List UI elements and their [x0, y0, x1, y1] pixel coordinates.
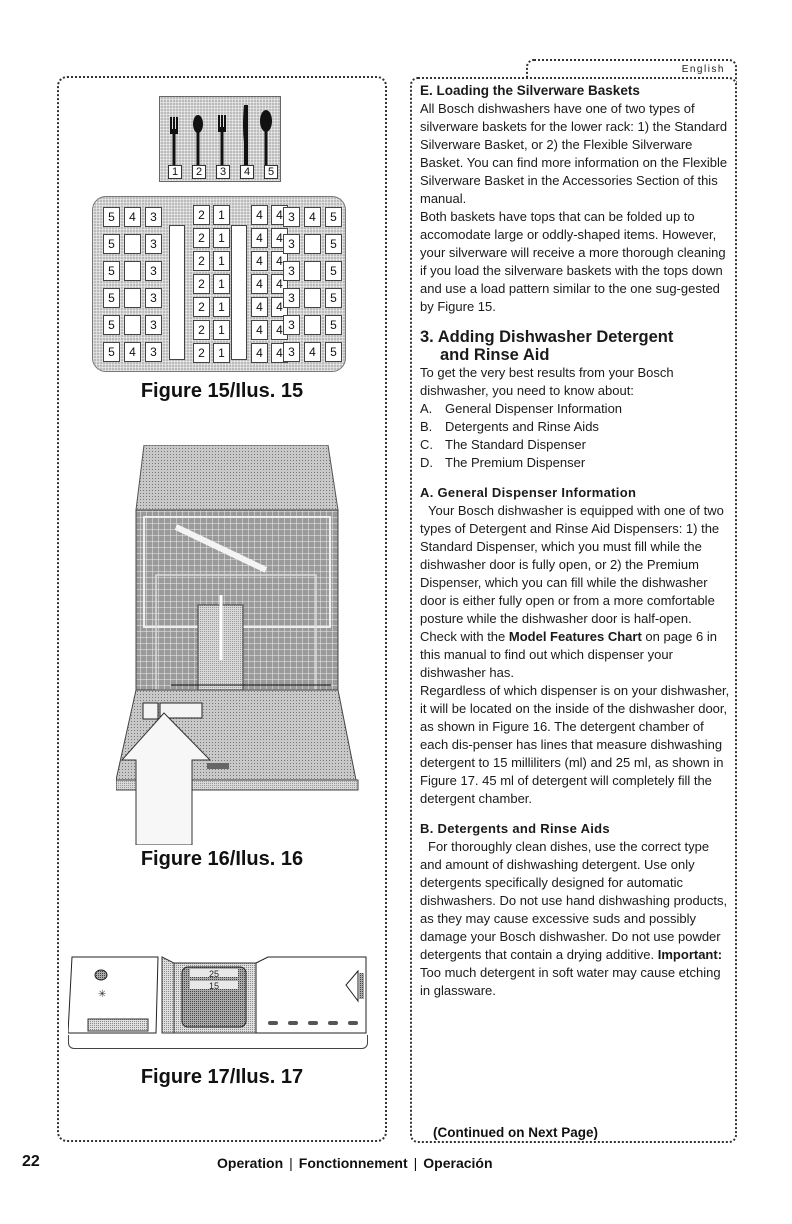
- basket-cell: 5: [103, 234, 120, 254]
- section-3-heading: [420, 328, 732, 364]
- utensil-number: 3: [216, 165, 230, 179]
- list-key: B.: [420, 419, 433, 434]
- basket-cell: 3: [283, 207, 300, 227]
- utensil-number: 2: [192, 165, 206, 179]
- topic-list: [420, 400, 732, 472]
- basket-cell: 4: [304, 207, 321, 227]
- footer-french: Fonctionnement: [298, 1155, 408, 1171]
- basket-divider: [231, 225, 247, 360]
- dishwasher-illustration: [116, 445, 361, 845]
- basket-cell: 4: [304, 342, 321, 362]
- silverware-basket-diagram: [92, 196, 346, 372]
- section-a-para1: [420, 502, 732, 682]
- basket-cell: 3: [283, 261, 300, 281]
- list-text: The Standard Dispenser: [445, 437, 586, 452]
- basket-cell: 1: [213, 274, 230, 294]
- basket-cell: 5: [325, 288, 342, 308]
- basket-cell: 3: [283, 288, 300, 308]
- main-content: [420, 82, 732, 1000]
- figure-15-caption: Figure 15/Ilus. 15: [140, 380, 304, 402]
- basket-cell: 1: [213, 205, 230, 225]
- text-run: on page 6 in this manual to find out which dispenser your dishwasher has.: [420, 629, 717, 680]
- basket-cell: 3: [283, 234, 300, 254]
- basket-cell: 4: [271, 343, 288, 363]
- basket-cell: 1: [213, 297, 230, 317]
- list-item: [420, 418, 732, 436]
- basket-cell: 4: [251, 228, 268, 248]
- basket-divider: [169, 225, 185, 360]
- basket-cell: 2: [193, 274, 210, 294]
- basket-cell: [124, 234, 141, 254]
- utensil-number-row: [168, 165, 278, 179]
- basket-cell: 3: [145, 234, 162, 254]
- basket-cell: 3: [283, 342, 300, 362]
- basket-cell: [304, 261, 321, 281]
- section-3-heading-line1: 3. Adding Dishwasher Detergent: [420, 328, 674, 346]
- basket-cell: 4: [251, 251, 268, 271]
- list-key: C.: [420, 437, 433, 452]
- important-label: Important:: [657, 947, 723, 962]
- footer-english: Operation: [217, 1155, 284, 1171]
- fork-icon: [170, 117, 178, 165]
- basket-cell: 4: [271, 228, 288, 248]
- list-key: D.: [420, 455, 433, 470]
- basket-cell: 4: [124, 207, 141, 227]
- detergent-dispenser-figure: [68, 955, 368, 1035]
- utensil-number: 4: [240, 165, 254, 179]
- basket-cell: 4: [251, 274, 268, 294]
- section-a-para2: Regardless of which dispenser is on your dishwasher, it will be located on the inside of the dishwasher door, as shown in Figure 16. The detergent chamber of each dis-penser has lines that measure dishwashing detergent to 15 milliliters (ml) and 25 ml, as shown in Figure 17. 45 ml of detergent will completely fill the detergent chamber.: [420, 683, 730, 806]
- language-label: English: [681, 64, 725, 75]
- section-e-heading: E. Loading the Silverware Baskets: [420, 83, 640, 98]
- basket-cell: 5: [103, 342, 120, 362]
- utensil-legend-figure: [159, 96, 281, 182]
- list-text: General Dispenser Information: [445, 401, 623, 416]
- section-b-para: [420, 838, 732, 1000]
- list-text: Detergents and Rinse Aids: [445, 419, 599, 434]
- section-e-para2: Both baskets have tops that can be folded up to accomodate large or oddly-shaped items. However, your silverware will receive a more thorough cleaning if you load the silverware baskets with the tops down and use a load pattern similar to the one sug-gested by Figure 15.: [420, 209, 726, 314]
- basket-cell: 1: [213, 343, 230, 363]
- utensil-number: 5: [264, 165, 278, 179]
- basket-cell: 5: [325, 261, 342, 281]
- basket-cell: 3: [145, 288, 162, 308]
- basket-cell: 5: [103, 288, 120, 308]
- basket-cell: 2: [193, 297, 210, 317]
- figure-16-caption: Figure 16/Ilus. 16: [140, 848, 304, 870]
- basket-cell: 5: [103, 261, 120, 281]
- text-run: For thoroughly clean dishes, use the correct type and amount of dishwashing detergent. Use only detergents specifically designed for automatic dishwashers. Do not use hand dishwashing products, as they may cause excessive suds and possibly damage your Bosch dishwasher. Do not use powder detergents that contain a drying additive.: [420, 839, 728, 962]
- basket-cell: 1: [213, 228, 230, 248]
- basket-cell: 4: [251, 320, 268, 340]
- list-item: [420, 454, 732, 472]
- basket-cell: 1: [213, 251, 230, 271]
- utensil-number: 1: [168, 165, 182, 179]
- footer-separator: |: [413, 1155, 418, 1171]
- list-item: [420, 400, 732, 418]
- basket-cell: [304, 288, 321, 308]
- basket-grid: [99, 203, 339, 365]
- text-run: Too much detergent in soft water may cause etching in glassware.: [420, 965, 721, 998]
- footer-section-title: [217, 1155, 493, 1171]
- section-e-para1: All Bosch dishwashers have one of two types of silverware baskets for the lower rack: 1) the Standard Silverware Basket, or 2) the Flexible Silverware Basket. You can find more information on the Flexible Silverware Basket in the Accessories Section of this manual.: [420, 101, 728, 206]
- basket-cell: 1: [213, 320, 230, 340]
- basket-cell: 2: [193, 343, 210, 363]
- basket-cell: 4: [251, 343, 268, 363]
- basket-cell: 4: [271, 320, 288, 340]
- basket-cell: 2: [193, 251, 210, 271]
- basket-cell: 5: [325, 207, 342, 227]
- text-run: Your Bosch dishwasher is equipped with one of two types of Detergent and Rinse Aid Dispensers: 1) the Standard Dispenser, which you must fill while the dishwasher door is fully open, or 2) the Premium Dispenser, which you can fill while the dishwasher door is either fully open or from a more comfortable posture while the dishwasher door is half-open. Check with the: [420, 503, 724, 644]
- basket-cell: 5: [103, 207, 120, 227]
- section-3-heading-line2: and Rinse Aid: [440, 346, 550, 364]
- basket-cell: 5: [103, 315, 120, 335]
- dispenser-mark-15: 15: [208, 981, 220, 991]
- basket-cell: [124, 261, 141, 281]
- knife-icon: [243, 105, 248, 165]
- section-b-heading: B. Detergents and Rinse Aids: [420, 821, 610, 836]
- basket-cell: 2: [193, 205, 210, 225]
- dispenser-base: [68, 1035, 368, 1049]
- sun-icon: ✳: [98, 989, 107, 1000]
- basket-cell: [304, 234, 321, 254]
- basket-cell: 4: [124, 342, 141, 362]
- footer-spanish: Operación: [423, 1155, 493, 1171]
- basket-cell: 5: [325, 342, 342, 362]
- page-number: 22: [22, 1153, 40, 1170]
- basket-cell: [304, 315, 321, 335]
- basket-cell: 3: [145, 315, 162, 335]
- basket-cell: 3: [145, 342, 162, 362]
- basket-cell: 2: [193, 320, 210, 340]
- fork-icon: [218, 115, 226, 165]
- section-a-heading: A. General Dispenser Information: [420, 485, 637, 500]
- figure-17-caption: Figure 17/Ilus. 17: [140, 1066, 304, 1088]
- basket-cell: 5: [325, 315, 342, 335]
- basket-cell: [124, 315, 141, 335]
- basket-cell: 3: [145, 261, 162, 281]
- list-item: [420, 436, 732, 454]
- basket-cell: 3: [283, 315, 300, 335]
- dishwasher-door-figure: [116, 445, 361, 845]
- footer-separator: |: [289, 1155, 293, 1171]
- model-features-chart-ref: Model Features Chart: [508, 629, 642, 644]
- basket-cell: 5: [325, 234, 342, 254]
- list-key: A.: [420, 401, 433, 416]
- basket-cell: 4: [271, 205, 288, 225]
- spoon-icon: [260, 110, 272, 165]
- basket-cell: 4: [251, 297, 268, 317]
- dispenser-mark-25: 25: [208, 969, 220, 979]
- basket-cell: 4: [251, 205, 268, 225]
- basket-cell: 2: [193, 228, 210, 248]
- basket-cell: [124, 288, 141, 308]
- basket-cell: 4: [271, 297, 288, 317]
- dispenser-illustration: [68, 955, 368, 1035]
- basket-cell: 3: [145, 207, 162, 227]
- basket-cell: 4: [271, 251, 288, 271]
- continued-note: (Continued on Next Page): [433, 1125, 598, 1140]
- section-3-intro: To get the very best results from your Bosch dishwasher, you need to know about:: [420, 365, 674, 398]
- spoon-icon: [193, 115, 203, 165]
- list-text: The Premium Dispenser: [445, 455, 586, 470]
- basket-cell: 4: [271, 274, 288, 294]
